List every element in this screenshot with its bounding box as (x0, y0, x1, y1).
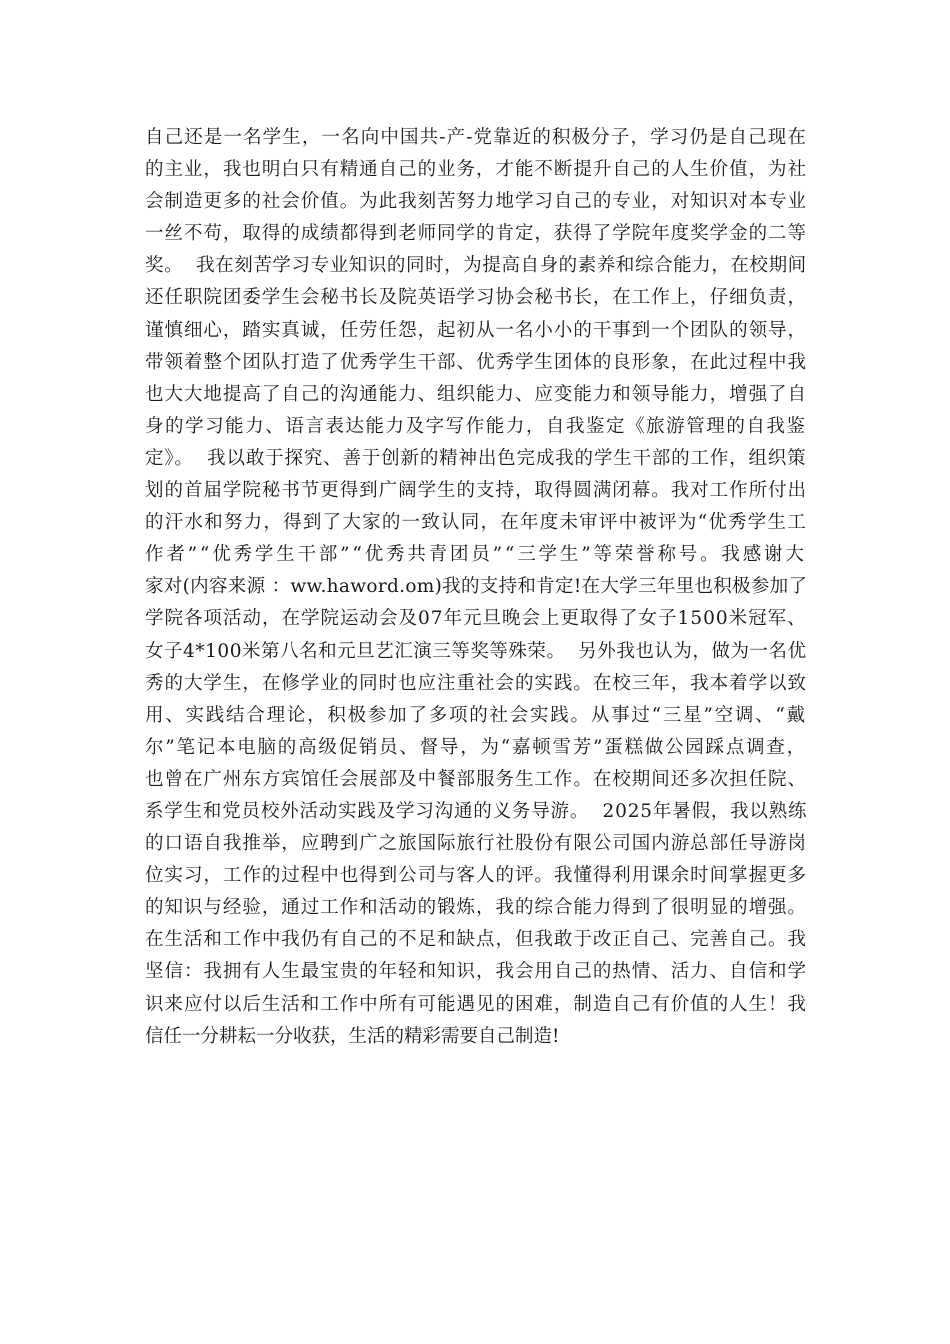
text-line: 一丝不苟，取得的成绩都得到老师同学的肯定，获得了学院年度奖学金的二等 (145, 223, 808, 245)
text-line: 自己还是一名学生，一名向中国共-产-党靠近的积极分子，学习仍是自己现在 (145, 127, 808, 148)
text-line: 定》。 我以敢于探究、善于创新的精神出色完成我的学生干部的工作，组织策 (145, 447, 807, 469)
text-line: 学院各项活动，在学院运动会及07年元旦晚会上更取得了女子1500米冠军、 (145, 608, 807, 630)
text-line: 女子4*100米第八名和元旦艺汇演三等奖等殊荣。 另外我也认为，做为一名优 (145, 640, 807, 662)
text-line: 还任职院团委学生会秘书长及院英语学习协会秘书长，在工作上，仔细负责， (145, 287, 808, 309)
text-line: 用、实践结合理论，积极参加了多项的社会实践。从事过“三星”空调、“戴 (145, 704, 807, 726)
text-line: 系学生和党员校外活动实践及学习沟通的义务导游。 2025年暑假，我以熟练 (145, 800, 808, 822)
text-line: 也大大地提高了自己的沟通能力、组织能力、应变能力和领导能力，增强了自 (145, 383, 808, 405)
text-line: 会制造更多的社会价值。为此我刻苦努力地学习自己的专业，对知识对本专业 (145, 191, 808, 213)
body-paragraph (145, 122, 807, 1053)
text-line: 尔”笔记本电脑的高级促销员、督导，为“嘉顿雪芳”蛋糕做公园踩点调查， (145, 736, 807, 758)
text-line: 身的学习能力、语言表达能力及字写作能力，自我鉴定《旅游管理的自我鉴 (145, 415, 807, 437)
text-line: 的主业，我也明白只有精通自己的业务，才能不断提升自己的人生价值，为社 (145, 159, 808, 181)
text-line: 家对(内容来源 ：ww.haword.om)我的支持和肯定!在大学三年里也积极参加了 (145, 576, 808, 598)
text-line: 划的首届学院秘书节更得到广阔学生的支持，取得圆满闭幕。我对工作所付出 (145, 480, 808, 502)
text-line: 作者”“优秀学生干部”“优秀共青团员”“三学生”等荣誉称号。我感谢大 (145, 544, 807, 566)
text-line: 在生活和工作中我仍有自己的不足和缺点，但我敢于改正自己、完善自己。我 (145, 929, 808, 951)
text-line: 位实习，工作的过程中也得到公司与客人的评。我懂得利用课余时间掌握更多 (145, 865, 808, 887)
text-line: 的知识与经验，通过工作和活动的锻炼，我的综合能力得到了很明显的增强。 (145, 897, 808, 919)
text-line: 坚信：我拥有人生最宝贵的年轻和知识，我会用自己的热情、活力、自信和学 (145, 961, 808, 983)
text-line: 秀的大学生，在修学业的同时也应注重社会的实践。在校三年，我本着学以致 (145, 672, 808, 694)
text-line: 信任一分耕耘一分收获，生活的精彩需要自己制造! (145, 1025, 560, 1047)
text-line: 谨慎细心，踏实真诚，任劳任怨，起初从一名小小的干事到一个团队的领导， (145, 319, 808, 341)
text-line: 也曾在广州东方宾馆任会展部及中餐部服务生工作。在校期间还多次担任院、 (145, 768, 808, 790)
text-line: 识来应付以后生活和工作中所有可能遇见的困难，制造自己有价值的人生！我 (145, 993, 808, 1015)
text-line: 的汗水和努力，得到了大家的一致认同，在年度未审评中被评为“优秀学生工 (145, 512, 807, 534)
text-line: 带领着整个团队打造了优秀学生干部、优秀学生团体的良形象，在此过程中我 (145, 351, 808, 373)
text-line: 的口语自我推举，应聘到广之旅国际旅行社股份有限公司国内游总部任导游岗 (145, 833, 808, 855)
text-line: 奖。 我在刻苦学习专业知识的同时，为提高自身的素养和综合能力，在校期间 (145, 255, 807, 277)
